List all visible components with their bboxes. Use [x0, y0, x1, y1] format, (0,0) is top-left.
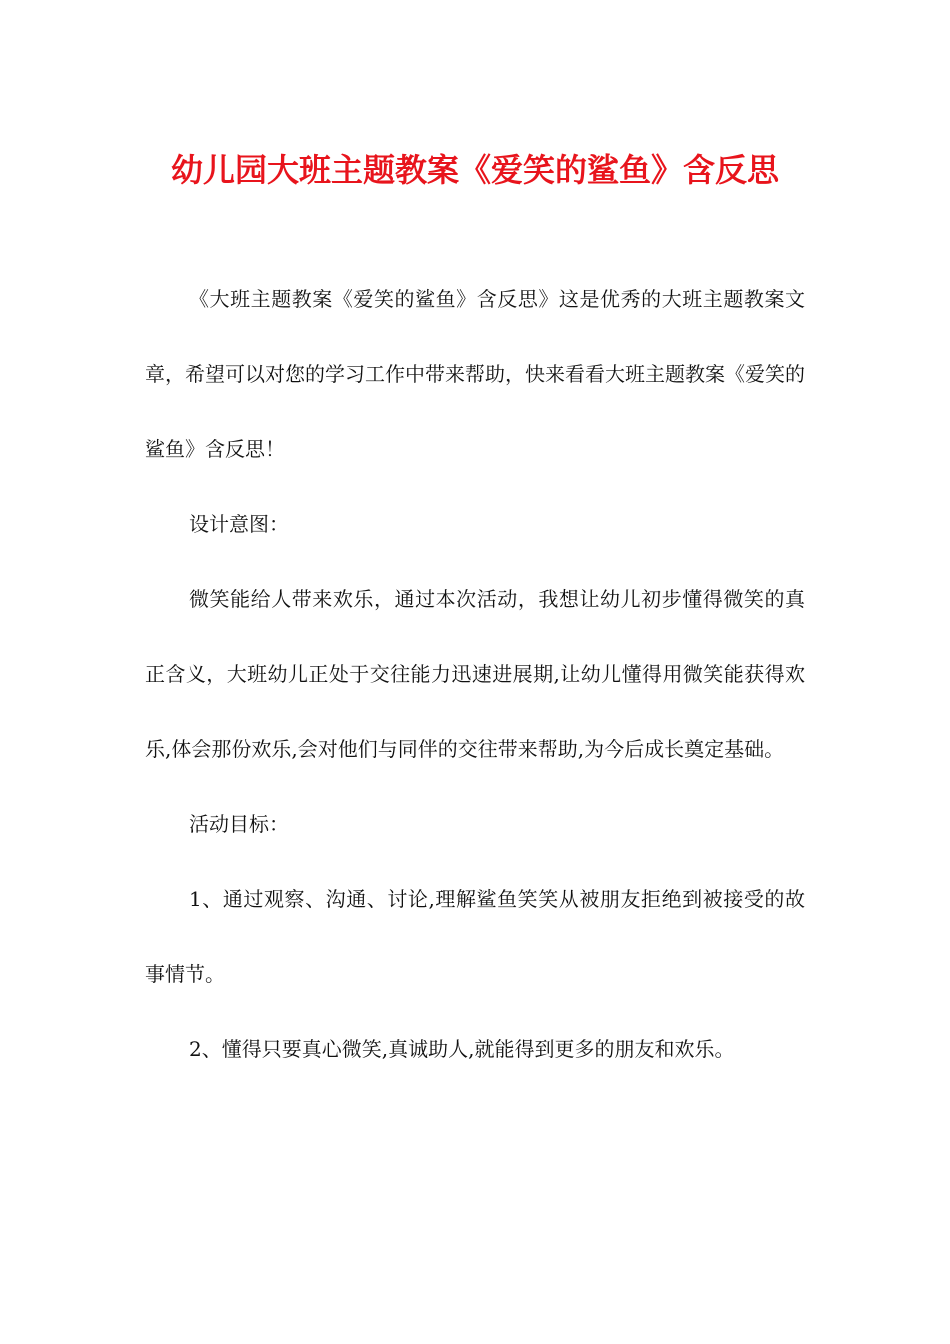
section-heading-activity-goals: 活动目标：: [189, 812, 289, 836]
document-title: 幼儿园大班主题教案《爱笑的鲨鱼》含反思: [170, 151, 779, 189]
section-heading-design-intent: 设计意图：: [189, 512, 289, 536]
goal-item-2: 2、懂得只要真心微笑,真诚助人,就能得到更多的朋友和欢乐。: [189, 1037, 735, 1061]
intro-paragraph: 《大班主题教案《爱笑的鲨鱼》含反思》这是优秀的大班主题教案文章，希望可以对您的学习工作中带来帮助，快来看看大班主题教案《爱笑的鲨鱼》含反思！: [145, 287, 805, 461]
design-intent-paragraph: 微笑能给人带来欢乐，通过本次活动，我想让幼儿初步懂得微笑的真正含义，大班幼儿正处于交往能力迅速进展期,让幼儿懂得用微笑能获得欢乐,体会那份欢乐,会对他们与同伴的交往带来帮助,为今后成长奠定基础。: [145, 587, 805, 761]
goal-item-1: 1、通过观察、沟通、讨论,理解鲨鱼笑笑从被朋友拒绝到被接受的故事情节。: [145, 887, 805, 986]
document-body: [145, 262, 805, 1087]
